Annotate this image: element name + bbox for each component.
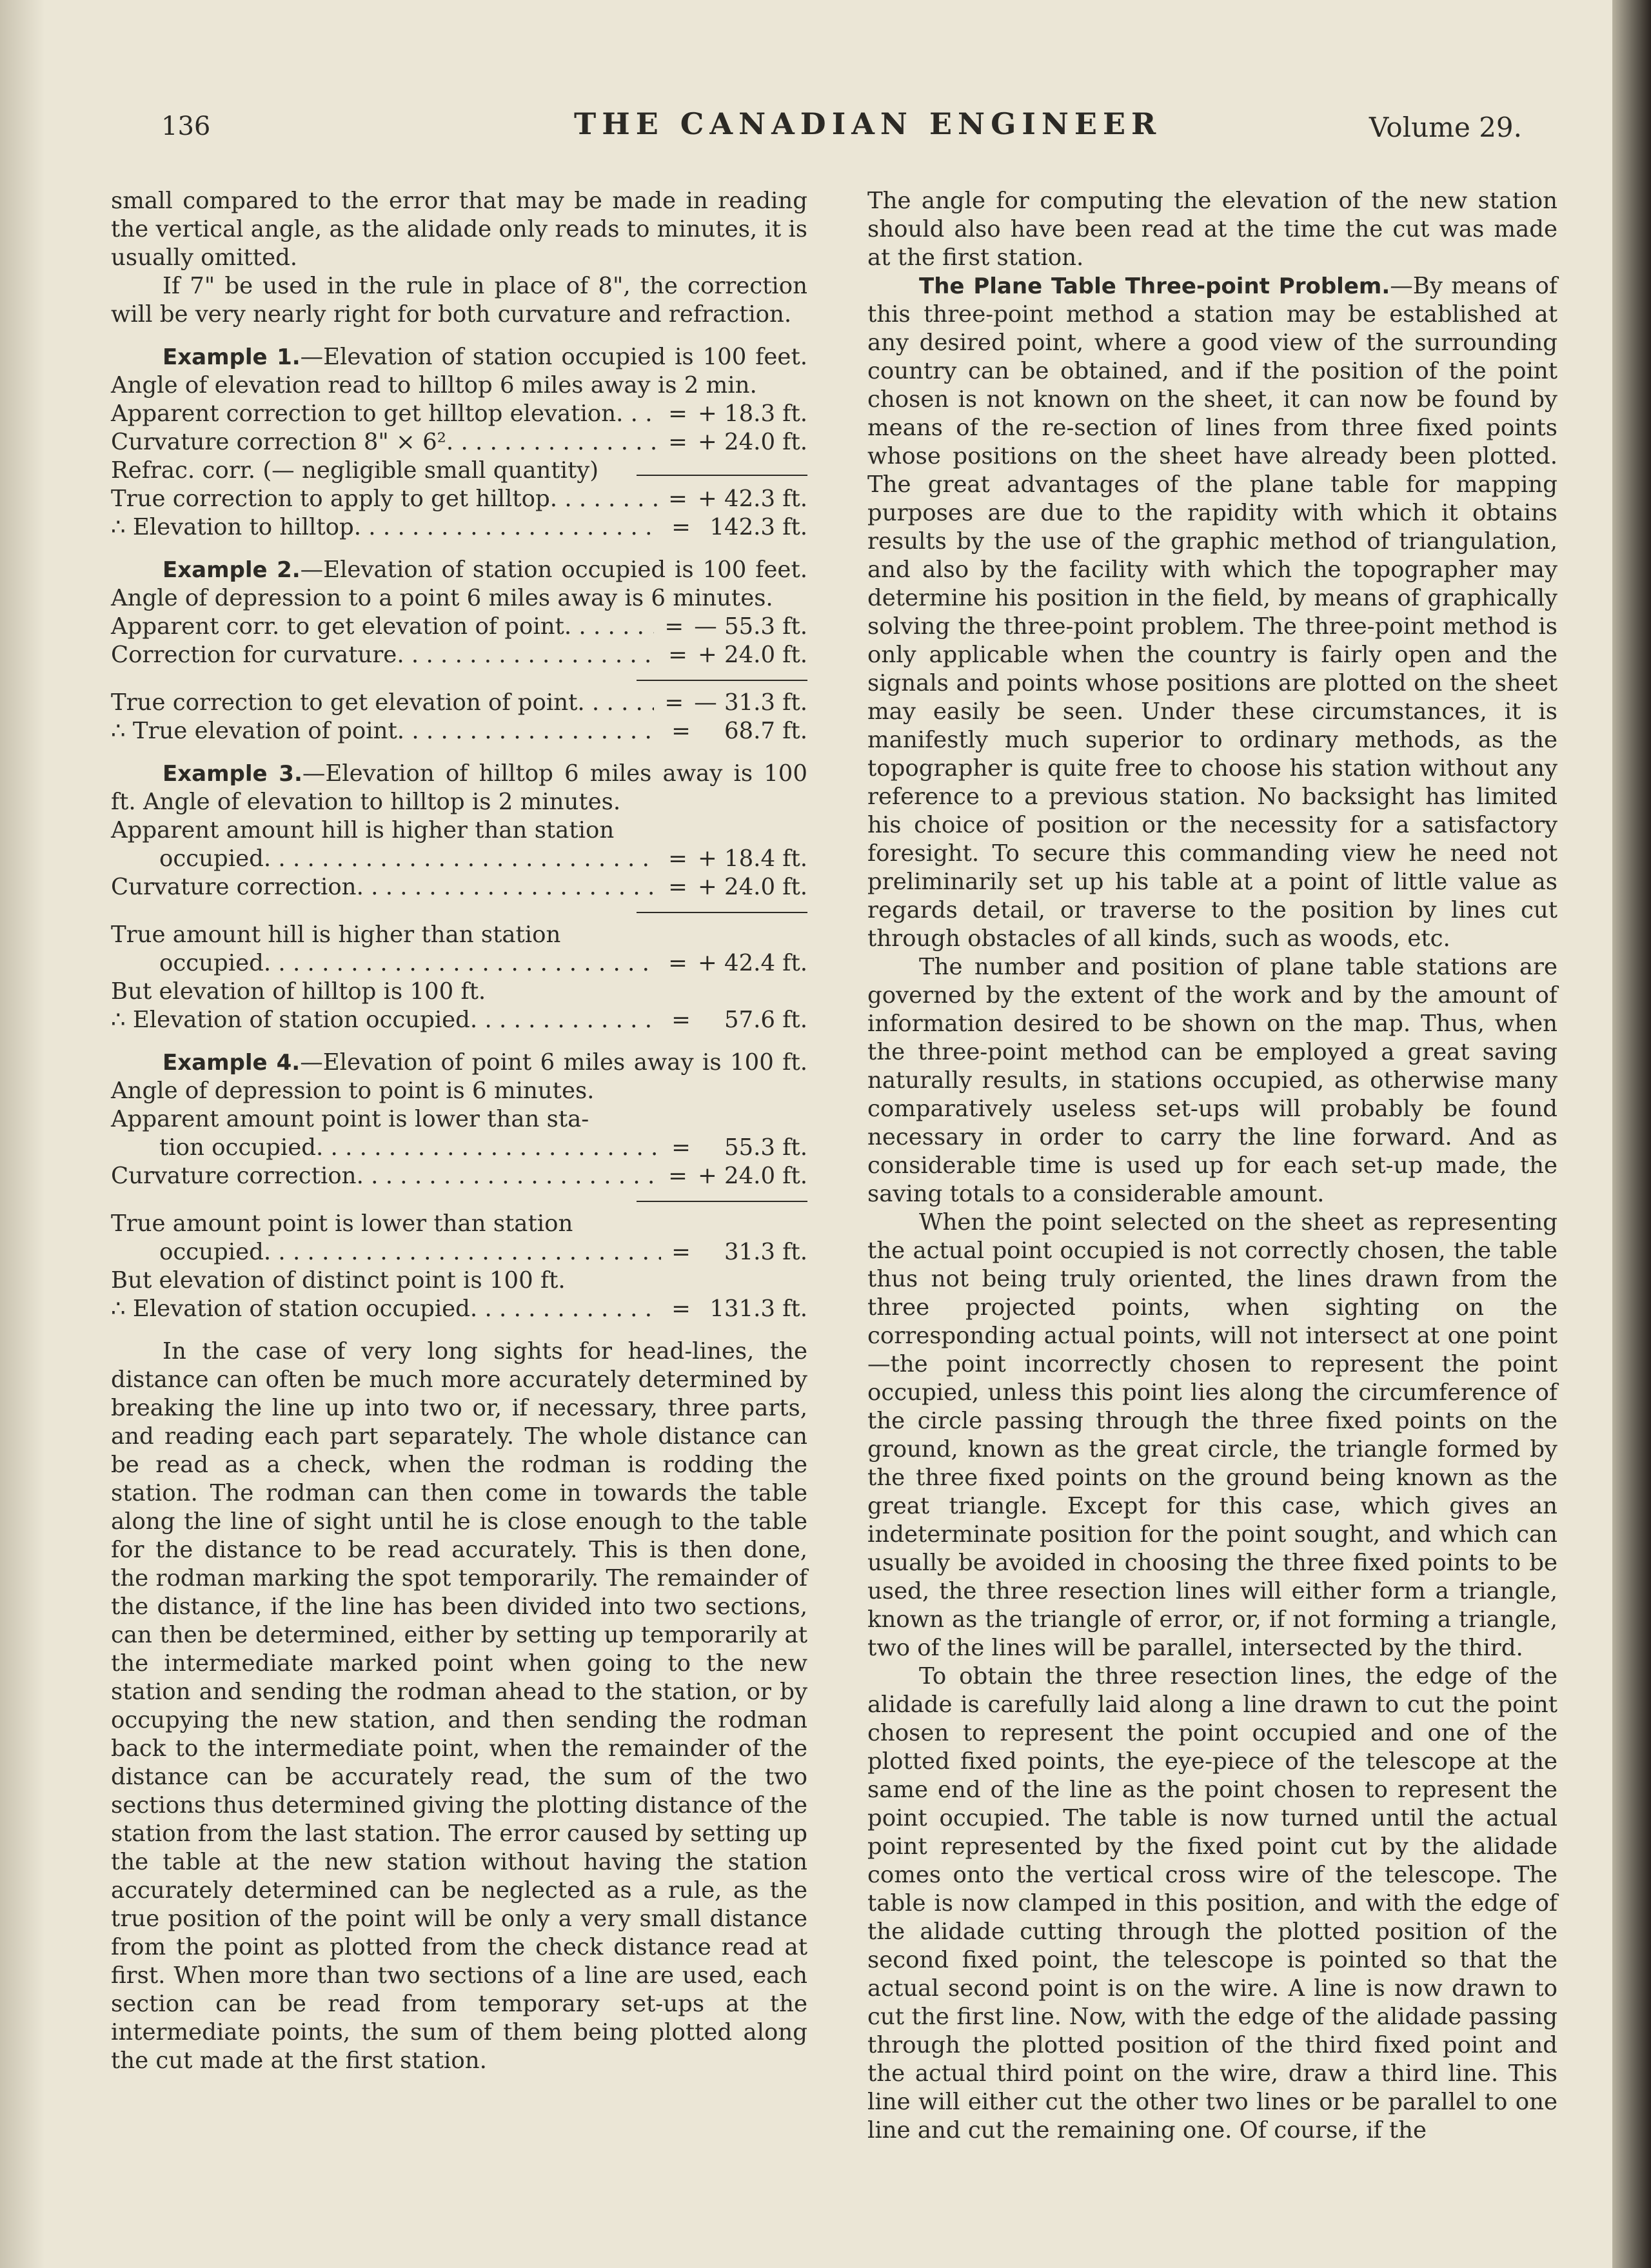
sum-rule xyxy=(111,902,807,913)
calc-row: ∴ True elevation of point . . . = 68.7 ft. xyxy=(111,717,807,745)
left-column xyxy=(111,187,807,2075)
calc-row-label: Apparent amount point is lower than sta- xyxy=(111,1106,589,1132)
calc-row: ∴ Elevation of station occupied . . . = 57.6 ft. xyxy=(111,1006,807,1034)
paragraph: If 7" be used in the rule in place of 8", the correction will be very nearly right for both curvature and refraction. xyxy=(111,273,807,328)
page-edge xyxy=(1612,0,1651,2268)
right-column xyxy=(867,187,1557,2145)
calc-row: Curvature correction . . . = + 24.0 ft. xyxy=(111,873,807,902)
sum-rule xyxy=(111,1190,807,1202)
calc-row: ∴ Elevation to hilltop . . . = 142.3 ft. xyxy=(111,513,807,542)
calc-row: Curvature correction 8" × 6² . . . = + 24.0 ft. xyxy=(111,428,807,457)
example-1-intro: Example 1.—Elevation of station occupied is 100 feet. Angle of elevation read to hilltop 6 miles away is 2 min. xyxy=(111,344,807,399)
calc-row: True correction to apply to get hilltop . . . = + 42.3 ft. xyxy=(111,485,807,513)
binding-shadow xyxy=(0,0,45,2268)
example-4-intro: Example 4.—Elevation of point 6 miles away is 100 ft. Angle of depression to point is 6 minutes. xyxy=(111,1049,807,1104)
paragraph: small compared to the error that may be made in reading the vertical angle, as the alidade only reads to minutes, it is usually omitted. xyxy=(111,188,807,271)
calc-row: ∴ Elevation of station occupied . . . = 131.3 ft. xyxy=(111,1295,807,1323)
calc-row-label: But elevation of distinct point is 100 ft. xyxy=(111,1267,566,1294)
example-heading: Example 1. xyxy=(163,344,301,370)
example-heading: Example 4. xyxy=(163,1050,301,1076)
example-heading: Example 2. xyxy=(163,557,301,583)
paragraph: The number and position of plane table stations are governed by the extent of the work and by the amount of information desired to be shown on the map. Thus, when the three-point method can be employed a great saving naturally results, in stations occupied, as otherwise many comparatively useless set-ups will probably be found necessary in order to carry the line forward. And as considerable time is used up for each set-up made, the saving totals to a considerable amount. xyxy=(867,954,1557,1207)
calc-row-label: True amount point is lower than station xyxy=(111,1210,573,1237)
calc-row: occupied . . . = + 18.4 ft. xyxy=(111,845,807,873)
calc-row-label: True amount hill is higher than station xyxy=(111,922,561,948)
example-heading: Example 3. xyxy=(163,761,302,787)
journal-title: THE CANADIAN ENGINEER xyxy=(574,106,1162,141)
example-2-intro: Example 2.—Elevation of station occupied is 100 feet. Angle of depression to a point 6 miles away is 6 minutes. xyxy=(111,557,807,611)
calc-row-label: But elevation of hilltop is 100 ft. xyxy=(111,978,486,1005)
calc-row: Curvature correction . . . = + 24.0 ft. xyxy=(111,1162,807,1190)
calc-row: occupied . . . = 31.3 ft. xyxy=(111,1238,807,1267)
section-paragraph: The Plane Table Three-point Problem.—By means of this three-point method a station may be established at any desired point, where a good view of the surrounding country can be obtained, and if the position of the point chosen is not known on the sheet, it can now be found by means of the re-section of lines from three fixed points whose positions on the sheet have already been plotted. The great advantages of the plane table for mapping purposes are due to the rapidity with which it obtains results by the use of the graphic method of triangulation, and also by the facility with which the topographer may determine his position in the field, by means of graphically solving the three-point problem. The three-point method is only applicable when the country is fairly open and the signals and points whose positions are plotted on the sheet may easily be seen. Under these circumstances, it is manifestly much superior to ordinary methods, as the topographer is quite free to choose his station without any reference to a previous station. No backsight has limited his choice of position or the necessity for a satisfactory foresight. To secure this commanding view he need not preliminarily set up his table at a point of little value as regards detail, or traverse to the position by lines cut through obstacles of all kinds, such as woods, etc. xyxy=(867,273,1557,952)
example-3-intro: Example 3.—Elevation of hilltop 6 miles away is 100 ft. Angle of elevation to hilltop is 2 minutes. xyxy=(111,760,807,815)
calc-row: True correction to get elevation of point . . . = — 31.3 ft. xyxy=(111,689,807,717)
running-header xyxy=(161,106,1522,145)
calc-row: Apparent corr. to get elevation of point . . . = — 55.3 ft. xyxy=(111,613,807,641)
calc-row: Correction for curvature . . . = + 24.0 ft. xyxy=(111,641,807,669)
sum-rule xyxy=(111,669,807,681)
paragraph: In the case of very long sights for head-lines, the distance can often be much more accurately determined by breaking the line up into two or, if necessary, three parts, and reading each part separately. The whole distance can be read as a check, when the rodman is rodding the station. The rodman can then come in towards the table along the line of sight until he is close enough to the table for the distance to be read accurately. This is then done, the rodman marking the spot temporarily. The remainder of the distance, if the line has been divided into two sections, can then be determined, either by setting up temporarily at the intermediate marked point when going to the new station and sending the rodman ahead to the station, or by occupying the new station, and then sending the rodman back to the intermediate point, when the remainder of the distance can be accurately read, the sum of the two sections thus determined giving the plotting distance of the station from the last station. The error caused by setting up the table at the new station without having the station accurately determined can be neglected as a rule, as the true position of the point will be only a very small distance from the point as plotted from the check distance read at first. When more than two sections of a line are used, each section can be read from temporary set-ups at the intermediate points, the sum of them being plotted along the cut made at the first station. xyxy=(111,1338,807,2074)
volume-label: Volume 29. xyxy=(1369,112,1522,143)
calc-row-label: Apparent amount hill is higher than station xyxy=(111,817,615,843)
paragraph: The angle for computing the elevation of the new station should also have been read at the time the cut was made at the first station. xyxy=(867,188,1557,271)
calc-row: Refrac. corr. (— negligible small quantity) xyxy=(111,457,807,485)
section-heading: The Plane Table Three-point Problem. xyxy=(919,273,1390,299)
calc-row: occupied . . . = + 42.4 ft. xyxy=(111,949,807,978)
calc-row: tion occupied . . . = 55.3 ft. xyxy=(111,1134,807,1162)
calc-row: Apparent correction to get hilltop elevation . . . = + 18.3 ft. xyxy=(111,400,807,428)
paragraph: To obtain the three resection lines, the edge of the alidade is carefully laid along a line drawn to cut the point chosen to represent the point occupied and one of the plotted fixed points, the eye-piece of the telescope at the same end of the line as the point chosen to represent the point occupied. The table is now turned until the actual point represented by the fixed point cut by the alidade comes onto the vertical cross wire of the telescope. The table is now clamped in this position, and with the edge of the alidade cutting through the plotted position of the second fixed point, the telescope is pointed so that the actual second point is on the wire. A line is now drawn to cut the first line. Now, with the edge of the alidade passing through the plotted position of the third fixed point and the actual third point on the wire, draw a third line. This line will either cut the other two lines or be parallel to one line and cut the remaining one. Of course, if the xyxy=(867,1663,1557,2144)
paragraph: When the point selected on the sheet as representing the actual point occupied is not correctly chosen, the table thus not being truly oriented, the lines drawn from the three projected points, when sighting on the corresponding actual points, will not intersect at one point—the point incorrectly chosen to represent the point occupied, unless this point lies along the circumference of the circle passing through the three fixed points on the ground, known as the great circle, the triangle formed by the three fixed points on the ground being known as the great triangle. Except for this case, which gives an indeterminate position for the point sought, and which can usually be avoided in choosing the three fixed points to be used, the three resection lines will either form a triangle, known as the triangle of error, or, if not forming a triangle, two of the lines will be parallel, intersected by the third. xyxy=(867,1209,1557,1661)
page-number: 136 xyxy=(161,112,211,141)
